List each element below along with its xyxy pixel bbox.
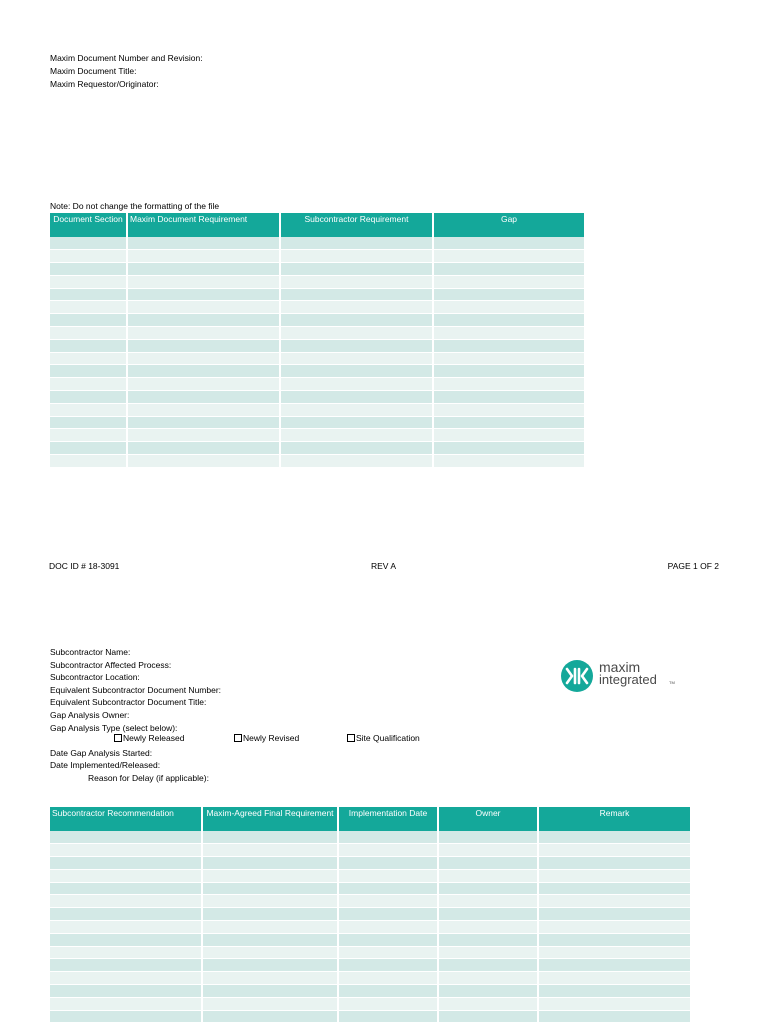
table-cell[interactable] bbox=[433, 429, 584, 442]
table-cell[interactable] bbox=[50, 237, 127, 250]
table-row bbox=[50, 997, 690, 1010]
table-cell[interactable] bbox=[127, 327, 280, 340]
table-cell[interactable] bbox=[50, 442, 127, 455]
table-cell[interactable] bbox=[127, 288, 280, 301]
table-cell[interactable] bbox=[202, 908, 338, 921]
table-cell[interactable] bbox=[538, 882, 690, 895]
table-cell[interactable] bbox=[338, 857, 438, 870]
col-implementation-date: Implementation Date bbox=[338, 807, 438, 831]
table-cell[interactable] bbox=[50, 403, 127, 416]
table-cell[interactable] bbox=[338, 921, 438, 934]
table-cell[interactable] bbox=[438, 831, 538, 844]
option-label: Newly Revised bbox=[243, 733, 300, 743]
table-cell[interactable] bbox=[127, 250, 280, 263]
table-cell[interactable] bbox=[433, 416, 584, 429]
table-cell[interactable] bbox=[280, 442, 433, 455]
table-row bbox=[50, 327, 584, 340]
table-cell[interactable] bbox=[202, 857, 338, 870]
subcontractor-name-label: Subcontractor Name: bbox=[50, 647, 131, 657]
table-cell[interactable] bbox=[280, 301, 433, 314]
table-cell[interactable] bbox=[433, 288, 584, 301]
table-cell[interactable] bbox=[538, 1010, 690, 1023]
table-cell[interactable] bbox=[202, 997, 338, 1010]
table-cell[interactable] bbox=[433, 314, 584, 327]
maxim-integrated-logo bbox=[558, 657, 698, 697]
col-subcontractor-recommendation: Subcontractor Recommendation bbox=[50, 807, 202, 831]
table-cell[interactable] bbox=[280, 416, 433, 429]
table-cell[interactable] bbox=[438, 921, 538, 934]
table-row bbox=[50, 972, 690, 985]
table-cell[interactable] bbox=[338, 882, 438, 895]
table-cell[interactable] bbox=[202, 844, 338, 857]
table-cell[interactable] bbox=[202, 959, 338, 972]
logo-word-maxim: maxim bbox=[599, 659, 641, 675]
table-cell[interactable] bbox=[338, 844, 438, 857]
table-cell[interactable] bbox=[538, 972, 690, 985]
table-cell[interactable] bbox=[50, 946, 202, 959]
table-cell[interactable] bbox=[538, 959, 690, 972]
table-row bbox=[50, 263, 584, 276]
table-cell[interactable] bbox=[127, 416, 280, 429]
table-cell[interactable] bbox=[538, 997, 690, 1010]
table-cell[interactable] bbox=[50, 429, 127, 442]
table-row bbox=[50, 831, 690, 844]
table-cell[interactable] bbox=[50, 391, 127, 404]
table-cell[interactable] bbox=[50, 455, 127, 468]
logo-word-integrated: integrated bbox=[599, 672, 657, 687]
table-cell[interactable] bbox=[338, 908, 438, 921]
table-row bbox=[50, 365, 584, 378]
table-cell[interactable] bbox=[438, 1010, 538, 1023]
option-site-qualification[interactable] bbox=[347, 733, 420, 743]
option-newly-released[interactable] bbox=[114, 733, 184, 743]
table-cell[interactable] bbox=[50, 921, 202, 934]
requestor-label: Maxim Requestor/Originator: bbox=[50, 79, 159, 89]
table-row bbox=[50, 857, 690, 870]
col-maxim-agreed-requirement: Maxim-Agreed Final Requirement bbox=[202, 807, 338, 831]
checkbox-icon[interactable] bbox=[114, 734, 122, 742]
table-row bbox=[50, 288, 584, 301]
table-row bbox=[50, 442, 584, 455]
table-row bbox=[50, 416, 584, 429]
table-cell[interactable] bbox=[202, 831, 338, 844]
table-cell[interactable] bbox=[50, 831, 202, 844]
doc-number-label: Maxim Document Number and Revision: bbox=[50, 53, 203, 63]
table-cell[interactable] bbox=[538, 985, 690, 998]
table-cell[interactable] bbox=[280, 429, 433, 442]
table-cell[interactable] bbox=[433, 403, 584, 416]
table-cell[interactable] bbox=[127, 352, 280, 365]
logo-trademark: TM bbox=[669, 680, 675, 685]
table-row bbox=[50, 403, 584, 416]
location-label: Subcontractor Location: bbox=[50, 672, 140, 683]
table-cell[interactable] bbox=[433, 391, 584, 404]
table-row bbox=[50, 339, 584, 352]
table-cell[interactable] bbox=[433, 275, 584, 288]
table-row bbox=[50, 921, 690, 934]
table-row bbox=[50, 908, 690, 921]
table-cell[interactable] bbox=[127, 365, 280, 378]
col-maxim-requirement: Maxim Document Requirement bbox=[127, 213, 280, 237]
table-row bbox=[50, 1010, 690, 1023]
recommendations-table bbox=[50, 807, 690, 1023]
subcontractor-fields bbox=[50, 646, 221, 785]
table-cell[interactable] bbox=[280, 378, 433, 391]
table-row bbox=[50, 959, 690, 972]
table-cell[interactable] bbox=[438, 857, 538, 870]
table-cell[interactable] bbox=[538, 869, 690, 882]
table-row bbox=[50, 378, 584, 391]
table-row bbox=[50, 455, 584, 468]
table-cell[interactable] bbox=[338, 933, 438, 946]
table-cell[interactable] bbox=[538, 908, 690, 921]
col-document-section: Document Section bbox=[50, 213, 127, 237]
table-cell[interactable] bbox=[50, 1010, 202, 1023]
table-cell[interactable] bbox=[438, 844, 538, 857]
table-cell[interactable] bbox=[538, 933, 690, 946]
table-cell[interactable] bbox=[280, 237, 433, 250]
table-cell[interactable] bbox=[438, 882, 538, 895]
footer-page: PAGE 1 OF 2 bbox=[667, 561, 719, 571]
table-row bbox=[50, 237, 584, 250]
table-cell[interactable] bbox=[438, 908, 538, 921]
table-cell[interactable] bbox=[50, 844, 202, 857]
option-label: Site Qualification bbox=[356, 733, 420, 743]
doc-title-label: Maxim Document Title: bbox=[50, 66, 137, 76]
table-cell[interactable] bbox=[338, 1010, 438, 1023]
table-cell[interactable] bbox=[202, 921, 338, 934]
footer-rev: REV A bbox=[371, 561, 397, 571]
col-owner: Owner bbox=[438, 807, 538, 831]
table-cell[interactable] bbox=[50, 378, 127, 391]
equiv-doc-number-label: Equivalent Subcontractor Document Number: bbox=[50, 684, 222, 695]
table-cell[interactable] bbox=[280, 275, 433, 288]
table-cell[interactable] bbox=[433, 237, 584, 250]
table-cell[interactable] bbox=[50, 869, 202, 882]
equiv-doc-title-label: Equivalent Subcontractor Document Title: bbox=[50, 697, 207, 708]
table-row bbox=[50, 429, 584, 442]
col-subcontractor-requirement: Subcontractor Requirement bbox=[280, 213, 433, 237]
table-row bbox=[50, 946, 690, 959]
table-cell[interactable] bbox=[280, 352, 433, 365]
table-cell[interactable] bbox=[50, 327, 127, 340]
table-cell[interactable] bbox=[280, 263, 433, 276]
table-cell[interactable] bbox=[280, 455, 433, 468]
table-row bbox=[50, 985, 690, 998]
table-cell[interactable] bbox=[338, 946, 438, 959]
table-row bbox=[50, 314, 584, 327]
option-newly-revised[interactable] bbox=[234, 733, 299, 743]
footer-doc-id: DOC ID # 18-3091 bbox=[49, 561, 120, 571]
table-cell[interactable] bbox=[433, 365, 584, 378]
table-cell[interactable] bbox=[127, 429, 280, 442]
requirements-table bbox=[50, 213, 584, 468]
table-row bbox=[50, 352, 584, 365]
table-row bbox=[50, 250, 584, 263]
table-cell[interactable] bbox=[338, 869, 438, 882]
formatting-note: Note: Do not change the formatting of the file bbox=[50, 201, 220, 211]
table-cell[interactable] bbox=[538, 946, 690, 959]
table-cell[interactable] bbox=[338, 985, 438, 998]
table-cell[interactable] bbox=[127, 442, 280, 455]
table-cell[interactable] bbox=[127, 403, 280, 416]
table-cell[interactable] bbox=[50, 288, 127, 301]
table-cell[interactable] bbox=[433, 455, 584, 468]
date-started-label: Date Gap Analysis Started: bbox=[50, 747, 153, 758]
table-cell[interactable] bbox=[50, 250, 127, 263]
affected-process-label: Subcontractor Affected Process: bbox=[50, 659, 172, 670]
table-cell[interactable] bbox=[438, 997, 538, 1010]
table-row bbox=[50, 391, 584, 404]
table-row bbox=[50, 869, 690, 882]
table-cell[interactable] bbox=[127, 237, 280, 250]
table-cell[interactable] bbox=[50, 908, 202, 921]
table-cell[interactable] bbox=[202, 933, 338, 946]
table-cell[interactable] bbox=[280, 327, 433, 340]
table-cell[interactable] bbox=[438, 869, 538, 882]
table-row bbox=[50, 895, 690, 908]
table-cell[interactable] bbox=[433, 378, 584, 391]
table-cell[interactable] bbox=[438, 946, 538, 959]
table-row bbox=[50, 275, 584, 288]
table-cell[interactable] bbox=[127, 339, 280, 352]
table-cell[interactable] bbox=[50, 985, 202, 998]
gap-owner-label: Gap Analysis Owner: bbox=[50, 709, 130, 720]
table-cell[interactable] bbox=[433, 301, 584, 314]
table-cell[interactable] bbox=[280, 314, 433, 327]
table-cell[interactable] bbox=[50, 972, 202, 985]
document-header-fields bbox=[50, 52, 203, 91]
table-cell[interactable] bbox=[338, 895, 438, 908]
col-remark: Remark bbox=[538, 807, 690, 831]
table-cell[interactable] bbox=[127, 455, 280, 468]
checkbox-icon[interactable] bbox=[347, 734, 355, 742]
table-cell[interactable] bbox=[202, 869, 338, 882]
table-cell[interactable] bbox=[538, 921, 690, 934]
table-cell[interactable] bbox=[50, 339, 127, 352]
table-cell[interactable] bbox=[433, 352, 584, 365]
table-cell[interactable] bbox=[438, 985, 538, 998]
table-cell[interactable] bbox=[202, 972, 338, 985]
table-cell[interactable] bbox=[50, 997, 202, 1010]
table-cell[interactable] bbox=[202, 882, 338, 895]
option-label: Newly Released bbox=[123, 733, 185, 743]
table-cell[interactable] bbox=[280, 288, 433, 301]
table-row bbox=[50, 882, 690, 895]
table-cell[interactable] bbox=[438, 972, 538, 985]
table-cell[interactable] bbox=[127, 314, 280, 327]
table-cell[interactable] bbox=[438, 933, 538, 946]
gap-type-label: Gap Analysis Type (select below): bbox=[50, 722, 178, 733]
table-cell[interactable] bbox=[280, 391, 433, 404]
table-cell[interactable] bbox=[538, 844, 690, 857]
table-cell[interactable] bbox=[50, 882, 202, 895]
table-cell[interactable] bbox=[338, 972, 438, 985]
table-cell[interactable] bbox=[338, 959, 438, 972]
table-row bbox=[50, 844, 690, 857]
table-cell[interactable] bbox=[127, 378, 280, 391]
col-gap: Gap bbox=[433, 213, 584, 237]
table-cell[interactable] bbox=[50, 301, 127, 314]
table-cell[interactable] bbox=[50, 959, 202, 972]
table-cell[interactable] bbox=[438, 895, 538, 908]
table-cell[interactable] bbox=[127, 275, 280, 288]
table-cell[interactable] bbox=[50, 857, 202, 870]
table-cell[interactable] bbox=[202, 946, 338, 959]
table-cell[interactable] bbox=[202, 985, 338, 998]
table-cell[interactable] bbox=[50, 933, 202, 946]
table-cell[interactable] bbox=[50, 314, 127, 327]
table-cell[interactable] bbox=[433, 250, 584, 263]
delay-reason-label: Reason for Delay (if applicable): bbox=[88, 772, 209, 783]
date-implemented-label: Date Implemented/Released: bbox=[50, 760, 161, 771]
table-cell[interactable] bbox=[538, 895, 690, 908]
table-cell[interactable] bbox=[538, 831, 690, 844]
table-cell[interactable] bbox=[433, 339, 584, 352]
table-cell[interactable] bbox=[338, 831, 438, 844]
table-cell[interactable] bbox=[202, 895, 338, 908]
table-cell[interactable] bbox=[127, 391, 280, 404]
table-cell[interactable] bbox=[280, 365, 433, 378]
table-cell[interactable] bbox=[127, 301, 280, 314]
table-row bbox=[50, 301, 584, 314]
table-cell[interactable] bbox=[438, 959, 538, 972]
table-cell[interactable] bbox=[50, 275, 127, 288]
table-cell[interactable] bbox=[50, 365, 127, 378]
table-cell[interactable] bbox=[433, 327, 584, 340]
table-cell[interactable] bbox=[127, 263, 280, 276]
table-cell[interactable] bbox=[50, 416, 127, 429]
table-cell[interactable] bbox=[50, 895, 202, 908]
table-cell[interactable] bbox=[538, 857, 690, 870]
table-cell[interactable] bbox=[433, 442, 584, 455]
table-cell[interactable] bbox=[50, 263, 127, 276]
table-cell[interactable] bbox=[280, 339, 433, 352]
table-row bbox=[50, 933, 690, 946]
table-cell[interactable] bbox=[433, 263, 584, 276]
checkbox-icon[interactable] bbox=[234, 734, 242, 742]
table-cell[interactable] bbox=[280, 250, 433, 263]
table-cell[interactable] bbox=[202, 1010, 338, 1023]
table-cell[interactable] bbox=[50, 352, 127, 365]
table-cell[interactable] bbox=[338, 997, 438, 1010]
table-cell[interactable] bbox=[280, 403, 433, 416]
